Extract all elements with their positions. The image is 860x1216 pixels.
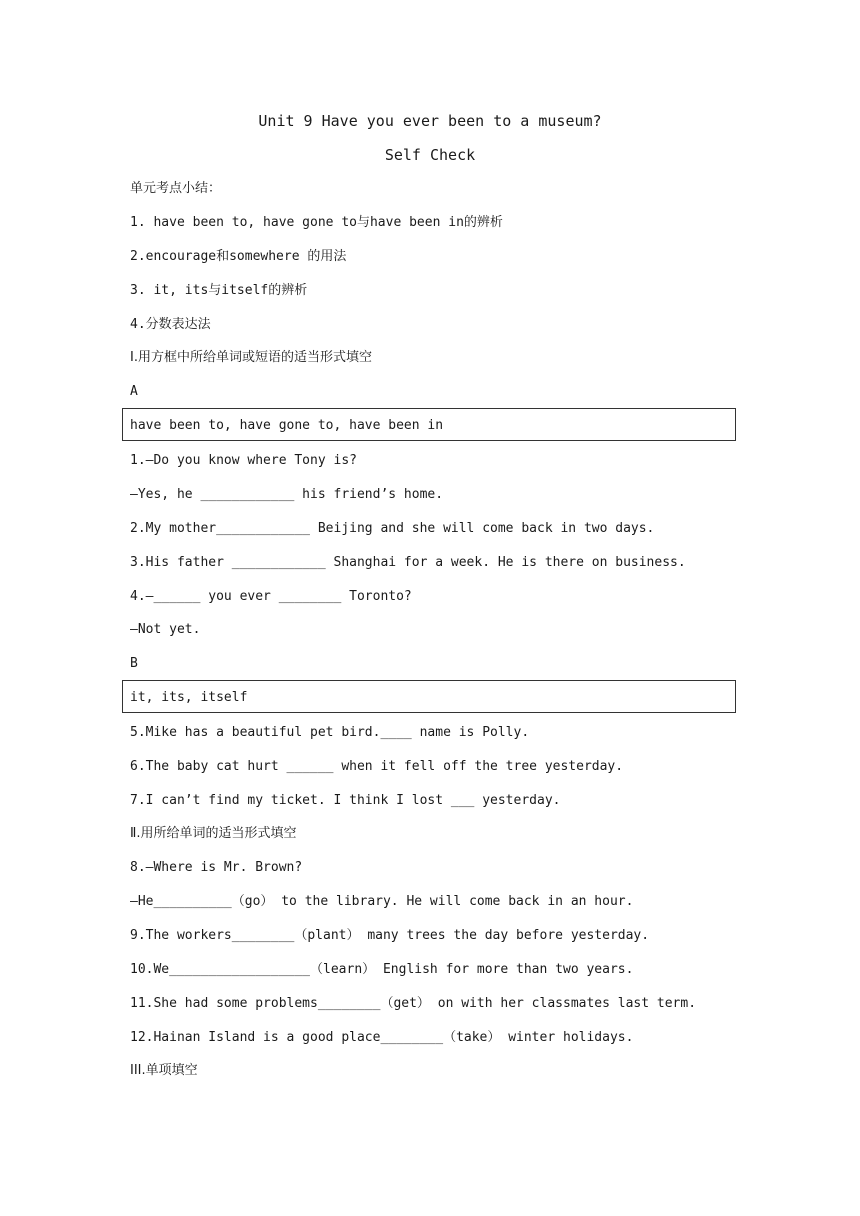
summary-heading: 单元考点小结： bbox=[130, 181, 222, 196]
exercise-line: 1.—Do you know where Tony is? bbox=[130, 453, 357, 468]
exercise-line: 8.—Where is Mr. Brown? bbox=[130, 860, 303, 875]
exercise-line: 7.I can’t find my ticket. I think I lost ___ yesterday. bbox=[130, 793, 561, 808]
page-title: Unit 9 Have you ever been to a museum? bbox=[258, 112, 602, 130]
exercise-line: 4.—______ you ever ________ Toronto? bbox=[130, 589, 412, 604]
summary-item: 1. have been to, have gone to与have been in的辨析 bbox=[130, 215, 503, 230]
exercise-line: —Yes, he ____________ his friend’s home. bbox=[130, 487, 444, 502]
summary-item: 4.分数表达法 bbox=[130, 317, 211, 332]
part-label-b: B bbox=[130, 656, 138, 671]
word-box-b bbox=[122, 680, 736, 713]
exercise-line: 9.The workers________（plant） many trees the day before yesterday. bbox=[130, 928, 650, 943]
exercise-line: —He__________（go） to the library. He will come back in an hour. bbox=[130, 894, 634, 909]
part-label-a: A bbox=[130, 384, 138, 399]
section-heading-3: III.单项填空 bbox=[130, 1063, 198, 1078]
exercise-line: 11.She had some problems________（get） on with her classmates last term. bbox=[130, 996, 697, 1011]
section-heading-2: Ⅱ.用所给单词的适当形式填空 bbox=[130, 826, 297, 841]
exercise-line: 10.We__________________（learn） English for more than two years. bbox=[130, 962, 634, 977]
exercise-line: —Not yet. bbox=[130, 622, 201, 637]
exercise-line: 12.Hainan Island is a good place________（take） winter holidays. bbox=[130, 1030, 634, 1045]
exercise-line: 2.My mother____________ Beijing and she will come back in two days. bbox=[130, 521, 655, 536]
exercise-line: 5.Mike has a beautiful pet bird.____ name is Polly. bbox=[130, 725, 530, 740]
exercise-line: 3.His father ____________ Shanghai for a week. He is there on business. bbox=[130, 555, 686, 570]
section-heading-1: Ⅰ.用方框中所给单词或短语的适当形式填空 bbox=[130, 350, 372, 365]
word-box-b-text: it, its, itself bbox=[130, 690, 248, 705]
summary-item: 2.encourage和somewhere 的用法 bbox=[130, 249, 347, 264]
summary-item: 3. it, its与itself的辨析 bbox=[130, 283, 308, 298]
page-subtitle: Self Check bbox=[384, 146, 476, 164]
word-box-a-text: have been to, have gone to, have been in bbox=[130, 418, 444, 433]
exercise-line: 6.The baby cat hurt ______ when it fell off the tree yesterday. bbox=[130, 759, 624, 774]
word-box-a bbox=[122, 408, 736, 441]
